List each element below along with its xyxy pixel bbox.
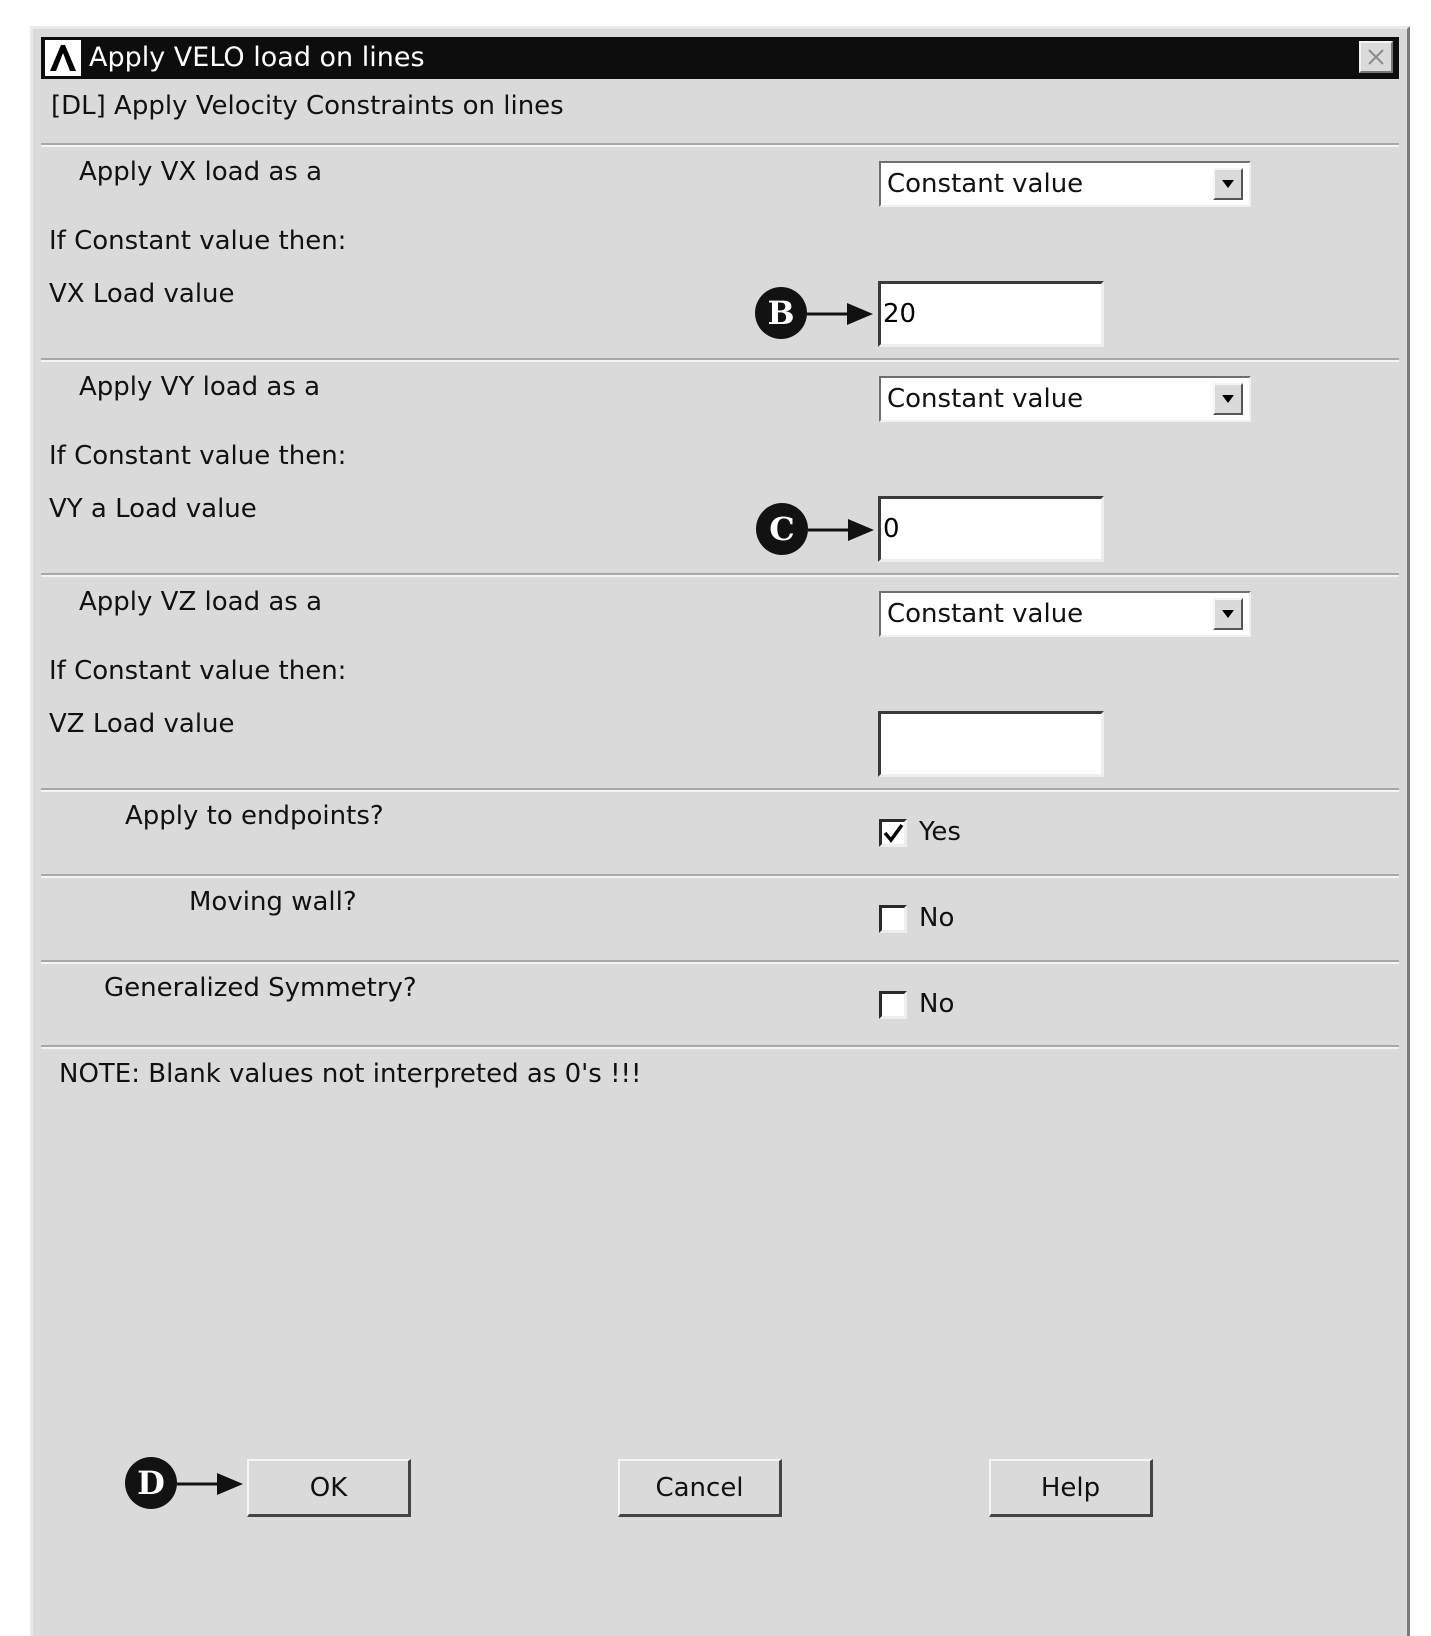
- divider: [41, 788, 1399, 792]
- moving-wall-checkbox[interactable]: [879, 905, 907, 933]
- ansys-logo-icon: [45, 40, 81, 76]
- dropdown-arrow-button[interactable]: [1213, 598, 1243, 630]
- vy-load-label: VY a Load value: [49, 494, 257, 524]
- endpoints-label: Apply to endpoints?: [125, 801, 384, 831]
- endpoints-state-label: Yes: [919, 817, 961, 847]
- dropdown-arrow-button[interactable]: [1213, 383, 1243, 415]
- vz-if-label: If Constant value then:: [49, 656, 347, 686]
- endpoints-checkbox[interactable]: [879, 819, 907, 847]
- vx-apply-select[interactable]: [879, 161, 1251, 207]
- callout-d-arrow-icon: [177, 1471, 245, 1497]
- close-icon: [1366, 47, 1386, 67]
- callout-c: C: [756, 503, 808, 555]
- chevron-down-icon: [1221, 179, 1235, 189]
- window-title: Apply VELO load on lines: [89, 42, 425, 73]
- vy-apply-value: Constant value: [887, 384, 1084, 414]
- vx-if-label: If Constant value then:: [49, 226, 347, 256]
- ok-button[interactable]: OK: [247, 1459, 411, 1517]
- help-button[interactable]: Help: [989, 1459, 1153, 1517]
- note-text: NOTE: Blank values not interpreted as 0's !!!: [59, 1059, 642, 1089]
- vx-load-label: VX Load value: [49, 279, 235, 309]
- divider: [41, 573, 1399, 577]
- vy-apply-label: Apply VY load as a: [79, 372, 321, 402]
- callout-c-arrow-icon: [808, 517, 876, 543]
- apply-velo-dialog: [30, 26, 1410, 1636]
- moving-wall-state-label: No: [919, 903, 955, 933]
- vz-apply-value: Constant value: [887, 599, 1084, 629]
- vx-load-input[interactable]: [878, 281, 1104, 347]
- divider: [41, 143, 1399, 147]
- vy-load-input[interactable]: [878, 496, 1104, 562]
- checkmark-icon: [882, 822, 904, 844]
- callout-b-arrow-icon: [807, 301, 875, 327]
- divider: [41, 874, 1399, 878]
- vy-if-label: If Constant value then:: [49, 441, 347, 471]
- vz-apply-label: Apply VZ load as a: [79, 587, 323, 617]
- chevron-down-icon: [1221, 394, 1235, 404]
- vz-load-input[interactable]: [878, 711, 1104, 777]
- divider: [41, 1045, 1399, 1049]
- vx-apply-value: Constant value: [887, 169, 1084, 199]
- gen-symmetry-checkbox[interactable]: [879, 991, 907, 1019]
- dropdown-arrow-button[interactable]: [1213, 168, 1243, 200]
- vz-load-label: VZ Load value: [49, 709, 235, 739]
- vz-apply-select[interactable]: [879, 591, 1251, 637]
- dialog-subtitle: [DL] Apply Velocity Constraints on lines: [51, 91, 564, 121]
- callout-d: D: [125, 1457, 177, 1509]
- gen-symmetry-label: Generalized Symmetry?: [104, 973, 417, 1003]
- gen-symmetry-state-label: No: [919, 989, 955, 1019]
- close-button[interactable]: [1359, 41, 1393, 73]
- cancel-button[interactable]: Cancel: [618, 1459, 782, 1517]
- divider: [41, 358, 1399, 362]
- title-bar[interactable]: [41, 37, 1399, 79]
- divider: [41, 960, 1399, 964]
- vy-apply-select[interactable]: [879, 376, 1251, 422]
- callout-b: B: [755, 287, 807, 339]
- vx-apply-label: Apply VX load as a: [79, 157, 323, 187]
- chevron-down-icon: [1221, 609, 1235, 619]
- moving-wall-label: Moving wall?: [189, 887, 357, 917]
